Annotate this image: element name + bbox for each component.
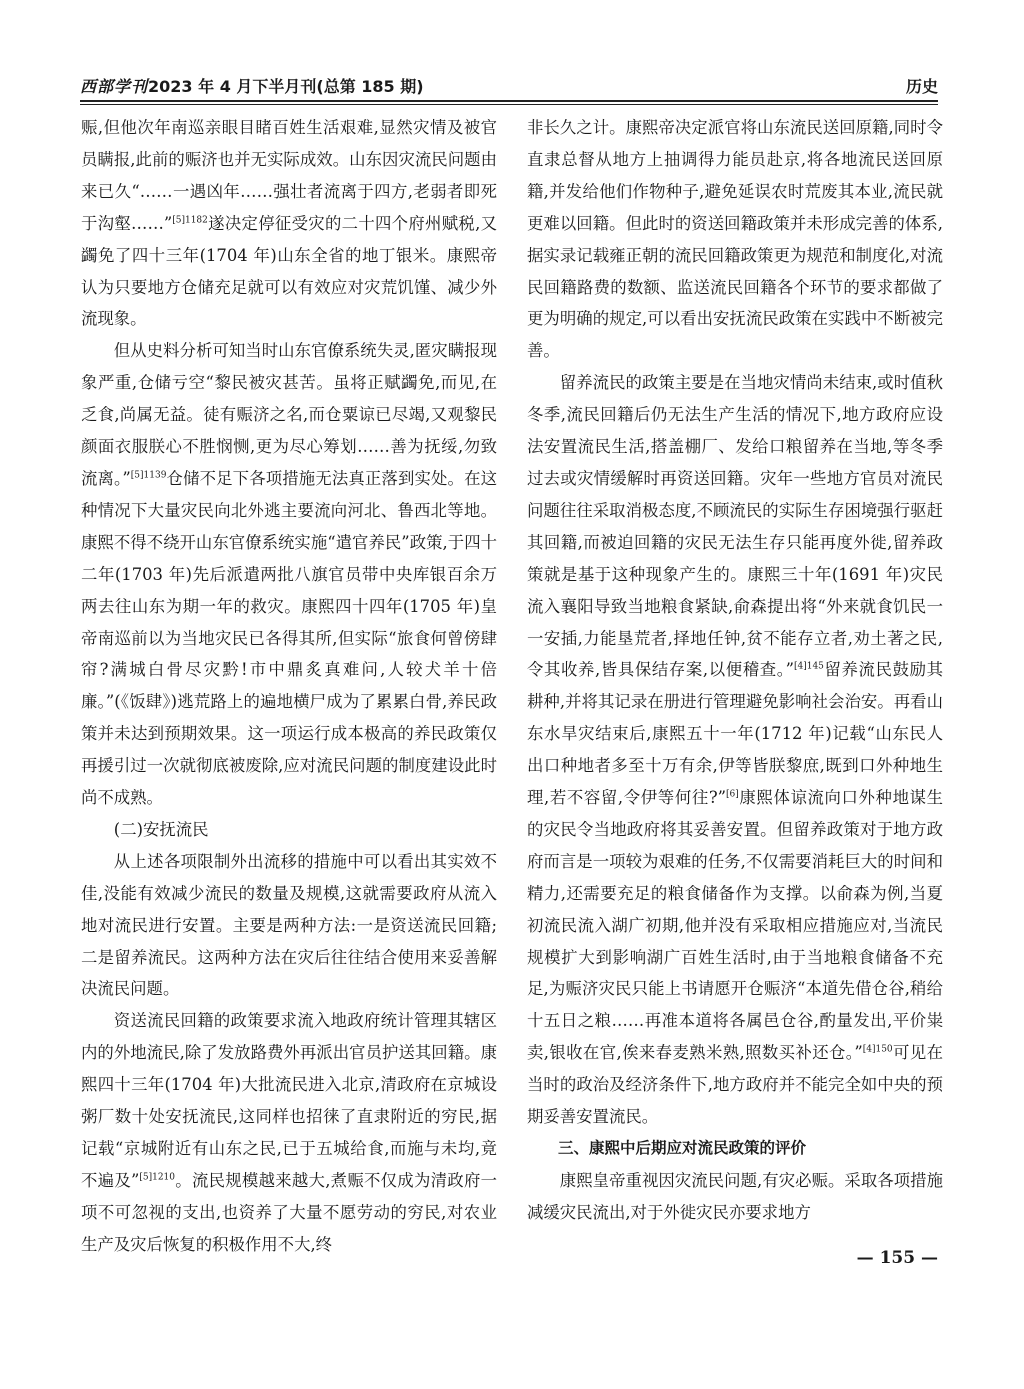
citation: [4]150: [862, 1044, 893, 1055]
text-run: 赈,但他次年南巡亲眼目睹百姓生活艰难,显然灾情及被官员瞒报,此前的赈济也并无实际成效。山东因灾流民问题由来已久“……一遇凶年……强壮者流离于四方,老弱者即死于沟壑……”: [81, 118, 497, 233]
paragraph: [81, 335, 497, 814]
page-number: — 155 —: [856, 1248, 938, 1268]
citation: [5]1182: [172, 215, 208, 226]
text-run: 仓储不足下各项措施无法真正落到实处。在这种情况下大量灾民向北外逃主要流向河北、鲁西北等地。康熙不得不绕开山东官僚系统实施“遣官养民”政策,于四十二年(1703 年)先后派遣两批八旗官员带中央库银百余万两去往山东为期一年的救灾。康熙四十四年(1705 年)皇帝南巡前以为当地灾民已各得其所,但实际“旅食何曾傍肆帘?满城白骨尽灾黔!市中鼎炙真难问,人较犬羊十倍廉。”(《饭肆》)逃荒路上的遍地横尸成为了累累白骨,养民政策并未达到预期效果。这一项运行成本极高的养民政策仅再援引过一次就彻底被废除,应对流民问题的制度建设此时尚不成熟。: [81, 468, 497, 808]
journal-issue-line: [80, 74, 424, 97]
text-run: 资送流民回籍的政策要求流入地政府统计管理其辖区内的外地流民,除了发放路费外再派出官员护送其回籍。康熙四十三年(1704 年)大批流民进入北京,清政府在京城设粥厂数十处安抚流民,这同样也招徕了直隶附近的穷民,据记载“京城附近有山东之民,已于五城给食,而施与未均,竟不遍及”: [81, 1011, 497, 1190]
text-run: 留养流民的政策主要是在当地灾情尚未结束,或时值秋冬季,流民回籍后仍无法生产生活的情况下,地方政府应设法安置流民生活,搭盖棚厂、发给口粮留养在当地,等冬季过去或灾情缓解时再资送回籍。灾年一些地方官员对流民问题往往采取消极态度,不顾流民的实际生存困境强行驱赶其回籍,而被迫回籍的灾民无法生存只能再度外徙,留养政策就是基于这种现象产生的。康熙三十年(1691 年)灾民流入襄阳导致当地粮食紧缺,俞森提出将“外来就食饥民一一安插,力能垦荒者,择地任钟,贫不能存立者,劝土著之民,令其收养,皆具保结存案,以便稽查。”: [527, 373, 943, 680]
right-column: [527, 112, 943, 1232]
paragraph: 康熙皇帝重视因灾流民问题,有灾必赈。采取各项措施减缓灾民流出,对于外徙灾民亦要求地方: [527, 1170, 943, 1222]
journal-logo: 西部学刊: [80, 77, 149, 96]
citation: [5]1139: [130, 470, 167, 481]
paragraph: [81, 1005, 497, 1260]
paragraph: 从上述各项限制外出流移的措施中可以看出其实效不佳,没能有效减少流民的数量及规模,这就需要政府从流入地对流民进行安置。主要是两种方法:一是资送流民回籍;二是留养流民。这两种方法在灾后往往结合使用来妥善解决流民问题。: [81, 851, 497, 999]
paragraph: 非长久之计。康熙帝决定派官将山东流民送回原籍,同时令直隶总督从地方上抽调得力能员赴京,将各地流民送回原籍,并发给他们作物种子,避免延误农时荒废其本业,流民就更难以回籍。但此时的资送回籍政策并未形成完善的体系,据实录记载雍正朝的流民回籍政策更为规范和制度化,对流民回籍路费的数额、监送流民回籍各个环节的要求都做了更为明确的规定,可以看出安抚流民政策在实践中不断被完善。: [527, 118, 943, 361]
text-run: 康熙体谅流向口外种地谋生的灾民令当地政府将其妥善安置。但留养政策对于地方政府而言是一项较为艰难的任务,不仅需要消耗巨大的时间和精力,还需要充足的粮食储备作为支撑。以俞森为例,当夏初流民流入湖广初期,他并没有采取相应措施应对,当流民规模扩大到影响湖广百姓生活时,由于当地粮食储备不充足,为赈济灾民只能上书请愿开仓赈济“本道先借仓谷,稍给十五日之粮……再准本道将各属邑仓谷,酌量发出,平价粜卖,银收在官,俟来春麦熟米熟,照数买补还仓。”: [527, 788, 943, 1063]
text-run: 可见在当时的政治及经济条件下,地方政府并不能完全如中央的预期妥善安置流民。: [527, 1043, 944, 1127]
citation: [5]1210: [139, 1172, 176, 1183]
paragraph: [81, 112, 497, 335]
text-run: 但从史料分析可知当时山东官僚系统失灵,匿灾瞒报现象严重,仓储亏空“黎民被灾甚苦。虽将正赋蠲免,而见,在乏食,尚属无益。徒有赈济之名,而仓粟谅已尽竭,又观黎民颜面衣服朕心不胜悯恻,更为尽心筹划……善为抚绥,勿致流离。”: [81, 341, 497, 488]
citation: [4]145: [793, 661, 824, 672]
issue-label: 2023 年 4 月下半月刊(总第 185 期): [148, 77, 424, 96]
header-rule-thin: [80, 104, 938, 105]
section-heading: 三、康熙中后期应对流民政策的评价: [558, 1139, 807, 1157]
text-run: 遂决定停征受灾的二十四个府州赋税,又蠲免了四十三年(1704 年)山东全省的地丁银米。康熙帝认为只要地方仓储充足就可以有效应对灾荒饥馑、减少外流现象。: [81, 213, 497, 329]
left-column: [81, 112, 497, 1254]
paragraph: [527, 367, 943, 1133]
section-label: 历史: [905, 77, 938, 96]
header-rule-thick: [80, 100, 938, 102]
text-run: 。流民规模越来越大,煮赈不仅成为清政府一项不可忽视的支出,也资养了大量不愿劳动的穷民,对农业生产及灾后恢复的积极作用不大,终: [81, 1170, 497, 1254]
running-header: [80, 72, 938, 102]
subheading: (二)安抚流民: [113, 819, 209, 839]
citation: [6]: [726, 789, 739, 800]
text-run: 留养流民鼓励其耕种,并将其记录在册进行管理避免影响社会治安。再看山东水旱灾结束后,康熙五十一年(1712 年)记载“山东民人出口种地者多至十万有余,伊等皆朕黎庶,既到口外种地生理,若不容留,令伊等何往?”: [527, 660, 943, 808]
